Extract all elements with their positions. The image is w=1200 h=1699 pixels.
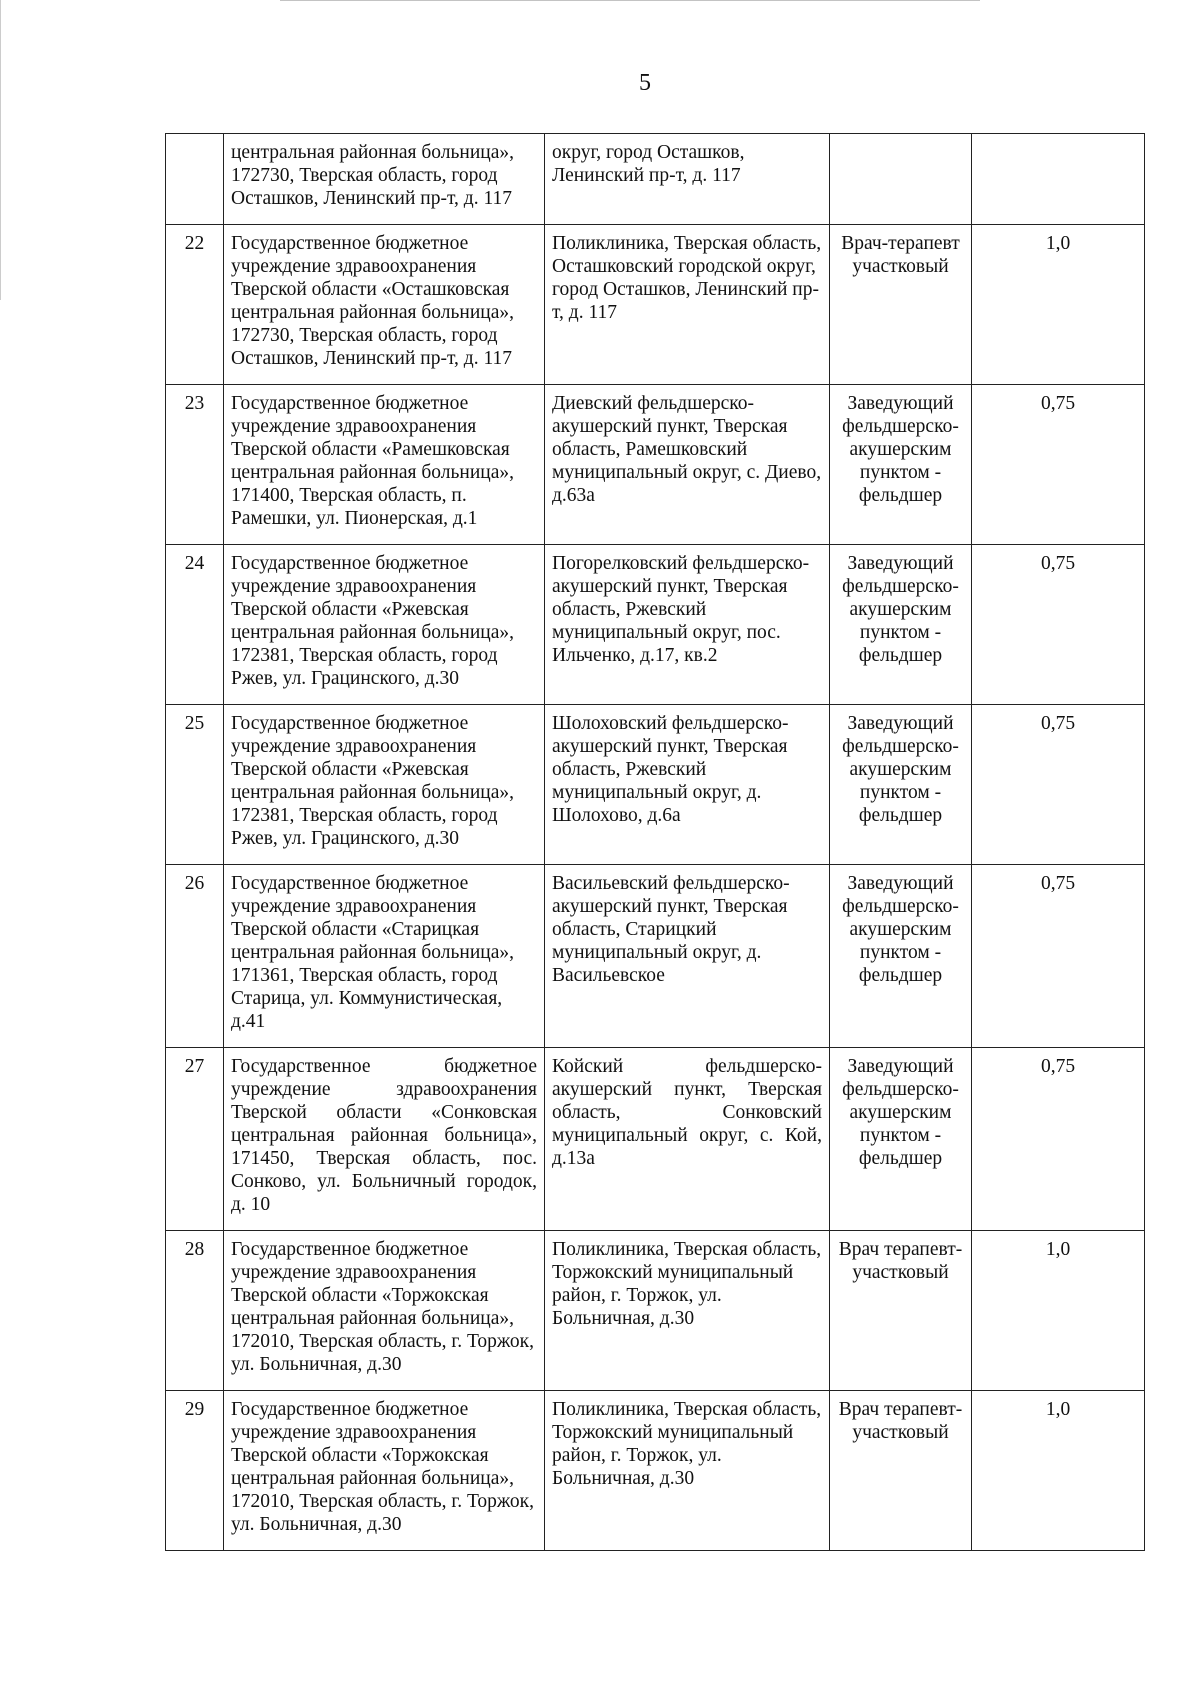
location-cell: Шолоховский фельдшерско-акушерский пункт, Тверская область, Ржевский муниципальный округ, д. Шолохово, д.6а — [545, 705, 830, 865]
location-cell: Поликлиника, Тверская область, Торжокский муниципальный район, г. Торжок, ул. Больничная, д.30 — [545, 1231, 830, 1391]
rate-cell: 0,75 — [972, 1048, 1145, 1231]
row-number-cell: 25 — [166, 705, 224, 865]
organization-cell: Государственное бюджетное учреждение здравоохранения Тверской области «Старицкая центральная районная больница», 171361, Тверская область, город Старица, ул. Коммунистическая, д.41 — [224, 865, 545, 1048]
table-body — [166, 134, 1145, 1551]
organization-cell: центральная районная больница», 172730, Тверская область, город Осташков, Ленинский пр-т, д. 117 — [224, 134, 545, 225]
location-cell: Койский фельдшерско-акушерский пункт, Тверская область, Сонковский муниципальный округ, с. Кой, д.13а — [545, 1048, 830, 1231]
table-row — [166, 1391, 1145, 1551]
table-row — [166, 865, 1145, 1048]
table-row — [166, 1048, 1145, 1231]
location-cell: Поликлиника, Тверская область, Торжокский муниципальный район, г. Торжок, ул. Больничная, д.30 — [545, 1391, 830, 1551]
table-row — [166, 134, 1145, 225]
position-cell: Врач-терапевт участковый — [830, 225, 972, 385]
table-row — [166, 705, 1145, 865]
page-number: 5 — [639, 70, 651, 96]
rate-cell: 0,75 — [972, 385, 1145, 545]
scan-left-edge — [0, 0, 1, 300]
rate-cell: 0,75 — [972, 545, 1145, 705]
position-cell: Врач терапевт-участковый — [830, 1391, 972, 1551]
organization-cell: Государственное бюджетное учреждение здравоохранения Тверской области «Рамешковская центральная районная больница», 171400, Тверская область, п. Рамешки, ул. Пионерская, д.1 — [224, 385, 545, 545]
table-row — [166, 225, 1145, 385]
location-cell: округ, город Осташков, Ленинский пр-т, д. 117 — [545, 134, 830, 225]
table-row — [166, 385, 1145, 545]
institutions-table — [165, 133, 1145, 1551]
organization-cell: Государственное бюджетное учреждение здравоохранения Тверской области «Сонковская центральная районная больница», 171450, Тверская область, пос. Сонково, ул. Больничный городок, д. 10 — [224, 1048, 545, 1231]
rate-cell: 1,0 — [972, 225, 1145, 385]
row-number-cell: 27 — [166, 1048, 224, 1231]
position-cell: Заведующий фельдшерско-акушерским пунктом - фельдшер — [830, 705, 972, 865]
table-row — [166, 545, 1145, 705]
organization-cell: Государственное бюджетное учреждение здравоохранения Тверской области «Торжокская центральная районная больница», 172010, Тверская область, г. Торжок, ул. Больничная, д.30 — [224, 1231, 545, 1391]
row-number-cell: 26 — [166, 865, 224, 1048]
row-number-cell: 22 — [166, 225, 224, 385]
position-cell: Заведующий фельдшерско-акушерским пунктом - фельдшер — [830, 545, 972, 705]
location-cell: Погорелковский фельдшерско-акушерский пункт, Тверская область, Ржевский муниципальный округ, пос. Ильченко, д.17, кв.2 — [545, 545, 830, 705]
location-cell: Васильевский фельдшерско-акушерский пункт, Тверская область, Старицкий муниципальный округ, д. Васильевское — [545, 865, 830, 1048]
row-number-cell: 28 — [166, 1231, 224, 1391]
row-number-cell: 24 — [166, 545, 224, 705]
organization-cell: Государственное бюджетное учреждение здравоохранения Тверской области «Осташковская центральная районная больница», 172730, Тверская область, город Осташков, Ленинский пр-т, д. 117 — [224, 225, 545, 385]
organization-cell: Государственное бюджетное учреждение здравоохранения Тверской области «Торжокская центральная районная больница», 172010, Тверская область, г. Торжок, ул. Больничная, д.30 — [224, 1391, 545, 1551]
rate-cell: 1,0 — [972, 1391, 1145, 1551]
row-number-cell: 29 — [166, 1391, 224, 1551]
organization-cell: Государственное бюджетное учреждение здравоохранения Тверской области «Ржевская центральная районная больница», 172381, Тверская область, город Ржев, ул. Грацинского, д.30 — [224, 705, 545, 865]
rate-cell: 0,75 — [972, 705, 1145, 865]
rate-cell: 1,0 — [972, 1231, 1145, 1391]
position-cell: Врач терапевт-участковый — [830, 1231, 972, 1391]
organization-cell: Государственное бюджетное учреждение здравоохранения Тверской области «Ржевская центральная районная больница», 172381, Тверская область, город Ржев, ул. Грацинского, д.30 — [224, 545, 545, 705]
row-number-cell — [166, 134, 224, 225]
location-cell: Диевский фельдшерско-акушерский пункт, Тверская область, Рамешковский муниципальный округ, с. Диево, д.63а — [545, 385, 830, 545]
position-cell — [830, 134, 972, 225]
position-cell: Заведующий фельдшерско-акушерским пунктом - фельдшер — [830, 865, 972, 1048]
rate-cell — [972, 134, 1145, 225]
table-row — [166, 1231, 1145, 1391]
row-number-cell: 23 — [166, 385, 224, 545]
position-cell: Заведующий фельдшерско-акушерским пунктом - фельдшер — [830, 1048, 972, 1231]
position-cell: Заведующий фельдшерско-акушерским пунктом - фельдшер — [830, 385, 972, 545]
location-cell: Поликлиника, Тверская область, Осташковский городской округ, город Осташков, Ленинский пр-т, д. 117 — [545, 225, 830, 385]
rate-cell: 0,75 — [972, 865, 1145, 1048]
scan-top-border — [280, 0, 980, 1]
